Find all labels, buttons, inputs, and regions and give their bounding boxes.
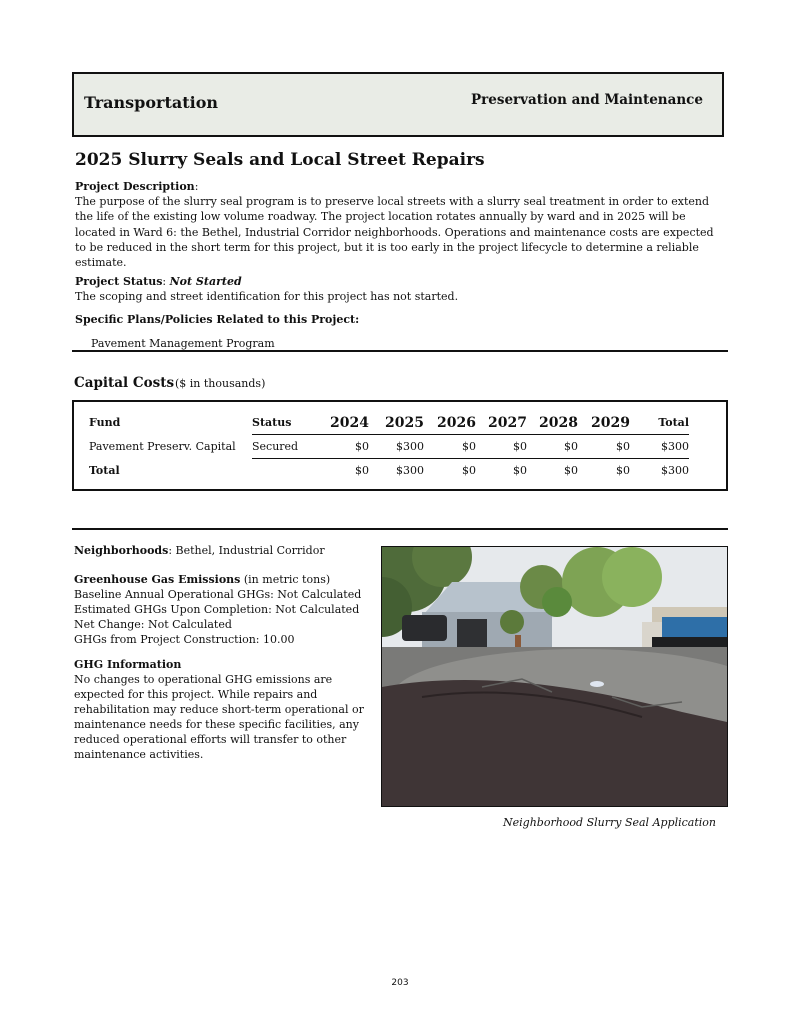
column-header: 2027 [476,411,527,435]
ghg-line: Baseline Annual Operational GHGs: Not Calculated [74,588,362,601]
page-number: 203 [391,978,409,988]
ghg-info-label: GHG Information [74,658,182,671]
total-cell: $300 [396,464,424,477]
value-cell: $0 [307,435,369,459]
table-row [89,435,689,459]
column-header: 2025 [369,411,424,435]
project-metadata [74,543,369,762]
neighborhoods-label: Neighborhoods [74,544,169,557]
column-header: Status [252,411,307,435]
capital-costs-subheading: ($ in thousands) [175,377,266,390]
divider [72,350,728,352]
description-text: The purpose of the slurry seal program is to preserve local streets with a slurry seal treatment in order to extend the life of the existing low volume roadway. The project location rotates annually by ward and in 2025 will be located in Ward 6: the Bethel, Industrial Corridor neighborhoods. Operations and maintenance costs are expected to be reduced in the short term for this project, but it is too early in the project lifecycle to determine a reliable estimate. [75,195,714,270]
column-header: 2029 [578,411,630,435]
section-header [72,72,724,137]
status-label: Project Status [75,275,163,289]
status-cell: Secured [252,435,307,459]
plans-label: Specific Plans/Policies Related to this Project: [75,312,360,326]
value-cell: $0 [578,435,630,459]
total-cell: $0 [513,464,527,477]
column-header: 2028 [527,411,578,435]
total-cell: $300 [661,464,689,477]
ghg-line: GHGs from Project Construction: 10.00 [74,633,295,646]
column-header: Fund [89,416,121,430]
total-cell: $0 [355,464,369,477]
total-label: Total [89,463,120,477]
ghg-line: Estimated GHGs Upon Completion: Not Calculated [74,603,360,616]
ghg-label: Greenhouse Gas Emissions [74,573,241,586]
ghg-units: (in metric tons) [243,573,331,586]
neighborhoods-value: Bethel, Industrial Corridor [175,544,325,557]
capital-costs-heading: Capital Costs [74,375,175,391]
street-scene-image [382,547,727,806]
status-cell [252,459,307,483]
capital-costs-table [89,411,689,482]
section-category: Transportation [84,93,218,112]
value-cell: $300 [369,435,424,459]
project-title: 2025 Slurry Seals and Local Street Repairs [75,150,485,170]
plans-section [75,312,725,351]
plan-item: Pavement Management Program [91,336,275,350]
capital-costs-table-box [72,400,728,491]
ghg-info-section [74,657,369,762]
value-cell: $0 [424,435,476,459]
project-description: Project Description: The purpose of the slurry seal program is to preserve local streets with a slurry seal treatment in order to extend the life of the existing low volume roadway. The project location rotates annually by ward and in 2025 will be located in Ward 6: the Bethel, Industrial Corridor neighborhoods. Operations and maintenance costs are expected to be reduced in the short term for this project, but it is too early in the project lifecycle to determine a reliable estimate. [75,179,725,270]
divider [72,528,728,530]
description-label: Project Description [75,180,195,193]
project-status: Project Status: Not Started The scoping and street identification for this project has not started. [75,274,725,304]
value-cell: $0 [476,435,527,459]
photo-caption: Neighborhood Slurry Seal Application [503,816,716,829]
ghg-info-text: No changes to operational GHG emissions are expected for this project. While repairs and rehabilitation may reduce short-term operational or maintenance needs for these specific facilities, any reduced operational efforts will transfer to other maintenance activities. [74,673,364,761]
status-value: Not Started [169,275,242,289]
slurry-seal-photo [381,546,728,807]
table-total-row [89,459,689,483]
status-text: The scoping and street identification for this project has not started. [75,290,459,304]
total-cell: $0 [564,464,578,477]
project-details [75,179,725,351]
section-subcategory: Preservation and Maintenance [471,92,703,108]
fund-cell: Pavement Preserv. Capital [89,440,236,453]
ghg-section [74,572,369,647]
neighborhoods: Neighborhoods: Bethel, Industrial Corridor [74,544,325,557]
column-header: 2024 [307,411,369,435]
total-cell: $0 [462,464,476,477]
value-cell: $300 [630,435,689,459]
column-header: 2026 [424,411,476,435]
column-header: Total [630,411,689,435]
ghg-line: Net Change: Not Calculated [74,618,232,631]
value-cell: $0 [527,435,578,459]
total-cell: $0 [616,464,630,477]
table-header-row [89,411,689,435]
